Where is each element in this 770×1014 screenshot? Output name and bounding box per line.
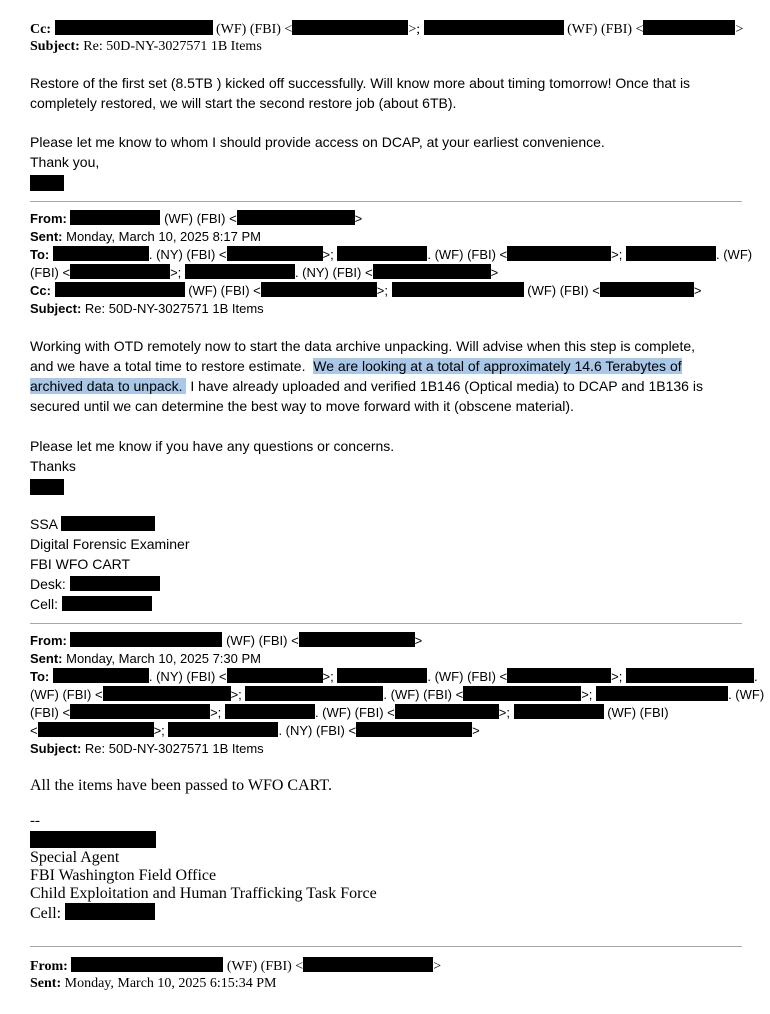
- to-line-continued: [30, 686, 764, 704]
- signature-ssa: [30, 514, 155, 534]
- subject-label: Subject:: [30, 39, 80, 54]
- highlighted-text: archived data to unpack.: [30, 378, 187, 394]
- redaction-bar: [61, 516, 155, 531]
- cc-line: [30, 282, 701, 300]
- from-label: From:: [30, 633, 67, 648]
- redaction-bar: [292, 20, 408, 35]
- redaction-bar: [596, 686, 728, 701]
- to-address-text: (WF) (FBI): [607, 705, 669, 720]
- signature-title: Special Agent: [30, 849, 120, 866]
- redacted-signature: [30, 479, 64, 495]
- desk-label: Desk:: [30, 576, 66, 592]
- subject-line-top: [30, 38, 262, 56]
- to-separator: >;: [581, 687, 593, 702]
- to-separator: >;: [498, 705, 510, 720]
- message-body-line: Thank you,: [30, 154, 100, 170]
- message-body-line: completely restored, we will start the second restore job (about 6TB).: [30, 95, 457, 111]
- from-label: From:: [30, 959, 68, 974]
- redaction-bar: [395, 704, 499, 719]
- redaction-bar: [225, 704, 315, 719]
- message-divider: [30, 623, 742, 624]
- to-separator: >: [472, 723, 480, 738]
- to-address-text: (FBI) <: [30, 265, 71, 280]
- to-address-text: . (NY) (FBI) <: [148, 247, 227, 262]
- from-label: From:: [30, 211, 67, 226]
- from-line: [30, 210, 362, 228]
- cell-label: Cell:: [30, 596, 59, 612]
- redaction-bar: [237, 210, 355, 225]
- cc-separator: >;: [408, 22, 421, 37]
- redaction-bar: [55, 20, 213, 35]
- to-line-continued: [30, 704, 669, 722]
- from-address-end: >: [433, 959, 442, 974]
- subject-value: Re: 50D-NY-3027571 1B Items: [84, 301, 264, 316]
- signature-title: Digital Forensic Examiner: [30, 536, 190, 552]
- to-separator: >;: [210, 705, 222, 720]
- from-address-end: >: [354, 211, 363, 226]
- message-body-line: Restore of the first set (8.5TB ) kicked off successfully. Will know more about timing tomorrow! Once that is: [30, 75, 691, 91]
- highlighted-text: We are looking at a total of approximately 14.6 Terabytes of: [313, 358, 682, 374]
- redaction-bar: [62, 596, 152, 611]
- cc-separator: >;: [376, 283, 388, 298]
- message-body-line: [30, 376, 703, 396]
- cc-separator: >: [735, 22, 744, 37]
- signature-separator: --: [30, 813, 40, 829]
- to-separator: >: [490, 265, 499, 280]
- redacted-signature-name: [30, 831, 156, 848]
- redaction-bar: [463, 686, 581, 701]
- redaction-bar: [299, 632, 415, 647]
- to-address-text: .: [754, 669, 758, 684]
- message-body-line: Please let me know to whom I should provide access on DCAP, at your earliest convenience.: [30, 134, 605, 150]
- from-address-text: (WF) (FBI) <: [226, 633, 299, 648]
- body-text: and we have a total time to restore estimate.: [30, 358, 314, 374]
- from-line: [30, 632, 422, 650]
- subject-value: Re: 50D-NY-3027571 1B Items: [84, 741, 264, 756]
- to-line-continued: [30, 722, 480, 740]
- cc-address-text: (WF) (FBI) <: [188, 283, 261, 298]
- cc-address-text: (WF) (FBI) <: [216, 22, 293, 37]
- to-address-text: <: [30, 723, 38, 738]
- signature-cell: [30, 594, 152, 614]
- to-address-text: . (WF): [716, 247, 753, 262]
- body-text: I have already uploaded and verified 1B146 (Optical media) to DCAP and 1B136 is: [186, 378, 703, 394]
- cc-line-top: [30, 20, 743, 39]
- to-address-text: . (NY) (FBI) <: [294, 265, 373, 280]
- redaction-bar: [227, 668, 323, 683]
- to-address-text: . (WF) (FBI) <: [427, 247, 508, 262]
- sent-label: Sent:: [30, 229, 63, 244]
- to-address-text: . (WF) (FBI) <: [314, 705, 395, 720]
- cell-label: Cell:: [30, 905, 62, 922]
- redaction-bar: [373, 264, 491, 279]
- sent-line: [30, 650, 261, 668]
- to-address-text: . (WF): [728, 687, 765, 702]
- redaction-bar: [53, 246, 149, 261]
- subject-label: Subject:: [30, 741, 82, 756]
- signature-office: FBI Washington Field Office: [30, 867, 217, 884]
- sent-label: Sent:: [30, 651, 63, 666]
- to-separator: >;: [322, 247, 334, 262]
- redaction-bar: [53, 668, 149, 683]
- subject-label: Subject:: [30, 301, 82, 316]
- signature-org: FBI WFO CART: [30, 556, 131, 572]
- sent-value: Monday, March 10, 2025 8:17 PM: [66, 229, 261, 244]
- signature-taskforce: Child Exploitation and Human Trafficking Task Force: [30, 885, 377, 902]
- to-separator: >;: [611, 247, 623, 262]
- message-body-line: [30, 356, 682, 376]
- redaction-bar: [600, 282, 694, 297]
- subject-line: [30, 740, 264, 758]
- redaction-bar: [65, 903, 155, 920]
- subject-value: Re: 50D-NY-3027571 1B Items: [83, 39, 262, 54]
- redaction-bar: [626, 668, 754, 683]
- from-address-text: (WF) (FBI) <: [226, 959, 304, 974]
- signature-desk: [30, 574, 160, 594]
- signature-cell: [30, 903, 155, 923]
- redaction-bar: [643, 20, 735, 35]
- message-body-line: Working with OTD remotely now to start the data archive unpacking. Will advise when this step is complete,: [30, 338, 696, 354]
- redaction-bar: [70, 632, 222, 647]
- message-body-line: Please let me know if you have any questions or concerns.: [30, 438, 395, 454]
- to-address-text: . (NY) (FBI) <: [148, 669, 227, 684]
- to-separator: >;: [230, 687, 242, 702]
- from-address-end: >: [414, 633, 423, 648]
- to-separator: >;: [322, 669, 334, 684]
- from-line: [30, 957, 441, 976]
- redaction-bar: [507, 246, 611, 261]
- cc-label: Cc:: [30, 22, 51, 37]
- redaction-bar: [103, 686, 231, 701]
- redaction-bar: [514, 704, 604, 719]
- redaction-bar: [337, 246, 427, 261]
- sent-value: Monday, March 10, 2025 7:30 PM: [66, 651, 261, 666]
- redaction-bar: [55, 282, 185, 297]
- redaction-bar: [337, 668, 427, 683]
- to-address-text: . (NY) (FBI) <: [278, 723, 357, 738]
- cc-address-text: (WF) (FBI) <: [527, 283, 600, 298]
- to-separator: >;: [153, 723, 165, 738]
- redacted-signature: [30, 175, 64, 191]
- redaction-bar: [424, 20, 564, 35]
- redaction-bar: [261, 282, 377, 297]
- redaction-bar: [356, 722, 472, 737]
- sent-value: Monday, March 10, 2025 6:15:34 PM: [64, 976, 277, 991]
- redaction-bar: [626, 246, 716, 261]
- redaction-bar: [38, 722, 154, 737]
- to-label: To:: [30, 247, 50, 262]
- redaction-bar: [70, 210, 160, 225]
- cc-address-text: (WF) (FBI) <: [567, 22, 644, 37]
- redaction-bar: [303, 957, 433, 972]
- to-address-text: (WF) (FBI) <: [30, 687, 103, 702]
- to-separator: >;: [611, 669, 623, 684]
- to-label: To:: [30, 669, 50, 684]
- redaction-bar: [168, 722, 278, 737]
- redaction-bar: [71, 957, 223, 972]
- from-address-text: (WF) (FBI) <: [164, 211, 237, 226]
- cc-label: Cc:: [30, 283, 51, 298]
- to-line-continued: [30, 264, 498, 282]
- redaction-bar: [70, 704, 210, 719]
- sent-label: Sent:: [30, 976, 62, 991]
- to-address-text: . (WF) (FBI) <: [427, 669, 508, 684]
- cc-separator: >: [693, 283, 702, 298]
- to-address-text: . (WF) (FBI) <: [383, 687, 464, 702]
- to-line: [30, 668, 758, 686]
- message-body-line: Thanks: [30, 458, 76, 474]
- redaction-bar: [185, 264, 295, 279]
- redaction-bar: [70, 264, 170, 279]
- to-line: [30, 246, 752, 264]
- message-divider: [30, 201, 742, 202]
- sent-line: [30, 228, 261, 246]
- redaction-bar: [507, 668, 611, 683]
- sent-line: [30, 975, 276, 993]
- message-body-line: secured until we can determine the best way to move forward with it (obscene material).: [30, 398, 574, 414]
- redaction-bar: [70, 576, 160, 591]
- redaction-bar: [245, 686, 383, 701]
- to-address-text: (FBI) <: [30, 705, 71, 720]
- redaction-bar: [227, 246, 323, 261]
- subject-line: [30, 300, 264, 318]
- message-body-line: All the items have been passed to WFO CART.: [30, 777, 332, 794]
- redaction-bar: [392, 282, 524, 297]
- signature-rank: SSA: [30, 516, 58, 532]
- message-divider: [30, 946, 742, 947]
- to-separator: >;: [170, 265, 182, 280]
